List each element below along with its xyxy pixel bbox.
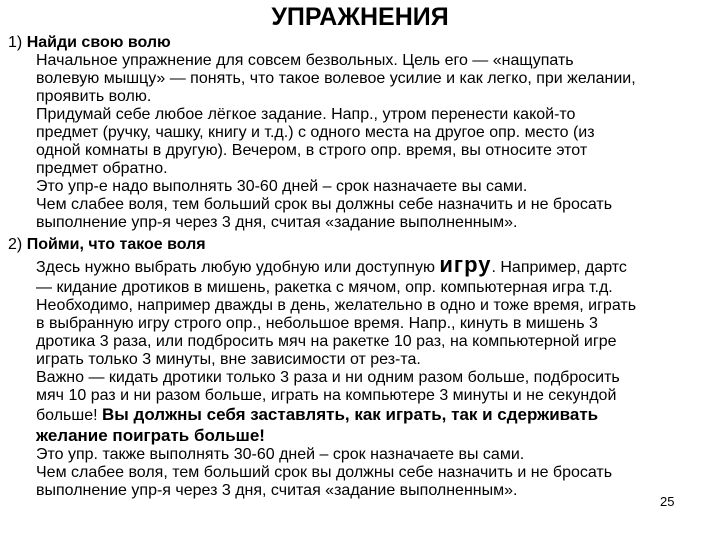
text-span: . Например, дартс (491, 259, 627, 276)
page-number: 25 (660, 494, 675, 509)
text-line: Начальное упражнение для совсем безвольных. Цель его — «нащупать (36, 52, 574, 69)
section-1-heading (8, 34, 712, 52)
text-line (36, 254, 712, 279)
text-line: предмет обратно. (36, 160, 168, 177)
section-1-title: Найди свою волю (26, 34, 171, 51)
text-line: — кидание дротиков в мишень, ракетка с мячом, опр. компьютерная игра т.д. (36, 279, 613, 296)
text-line: Чем слабее воля, тем больший срок вы должны себе назначить и не бросать (36, 196, 613, 213)
section-1-body (36, 52, 712, 232)
text-line: в выбранную игру строго опр., небольшое время. Напр., кинуть в мишень 3 (36, 315, 598, 332)
section-2-title: Пойми, что такое воля (26, 236, 206, 253)
section-2-heading (8, 236, 712, 254)
text-line: Придумай себе любое лёгкое задание. Напр., утром перенести какой-то (36, 106, 576, 123)
text-line: дротика 3 раза, или подбросить мяч на ракетке 10 раз, на компьютерной игре (36, 333, 617, 350)
text-line: Необходимо, например дважды в день, желательно в одно и тоже время, играть (36, 297, 637, 314)
text-line: Чем слабее воля, тем больший срок вы должны себе назначить и не бросать (36, 464, 613, 481)
text-span: Здесь нужно выбрать любую удобную или доступную (36, 259, 440, 276)
text-line: выполнение упр-я через 3 дня, считая «задание выполненным». (36, 214, 518, 231)
text-line: мяч 10 раз и ни разом больше, играть на компьютере 3 минуты и не секундой (36, 387, 617, 404)
text-line (36, 405, 712, 426)
text-line: Важно — кидать дротики только 3 раза и ни одним разом больше, подбросить (36, 369, 620, 386)
exercise-content (8, 34, 712, 500)
text-line: Это упр-е надо выполнять 30-60 дней – срок назначаете вы сами. (36, 178, 528, 195)
text-span: больше! (36, 407, 103, 424)
text-line: проявить волю. (36, 88, 152, 105)
text-line: играть только 3 минуты, вне зависимости от рез-та. (36, 351, 421, 368)
text-line: одной комнаты в другую). Вечером, в строго опр. время, вы относите этот (36, 142, 588, 159)
bold-text-line: желание поиграть больше! (36, 426, 265, 445)
text-line: выполнение упр-я через 3 дня, считая «задание выполненным». (36, 482, 518, 499)
section-2-number: 2) (8, 236, 23, 253)
text-line: волевую мышцу» — понять, что такое волевое усилие и как легко, при желании, (36, 70, 636, 87)
section-1-number: 1) (8, 34, 23, 51)
text-line: предмет (ручку, чашку, книгу и т.д.) с одного места на другое опр. место (из (36, 124, 595, 141)
page-title: УПРАЖНЕНИЯ (271, 3, 449, 31)
section-2-body (36, 254, 712, 500)
text-line: Это упр. также выполнять 30-60 дней – срок назначаете вы сами. (36, 446, 525, 463)
bold-text: Вы должны себя заставлять, как играть, так и сдерживать (102, 405, 599, 424)
emphasized-word: игру (439, 252, 492, 277)
